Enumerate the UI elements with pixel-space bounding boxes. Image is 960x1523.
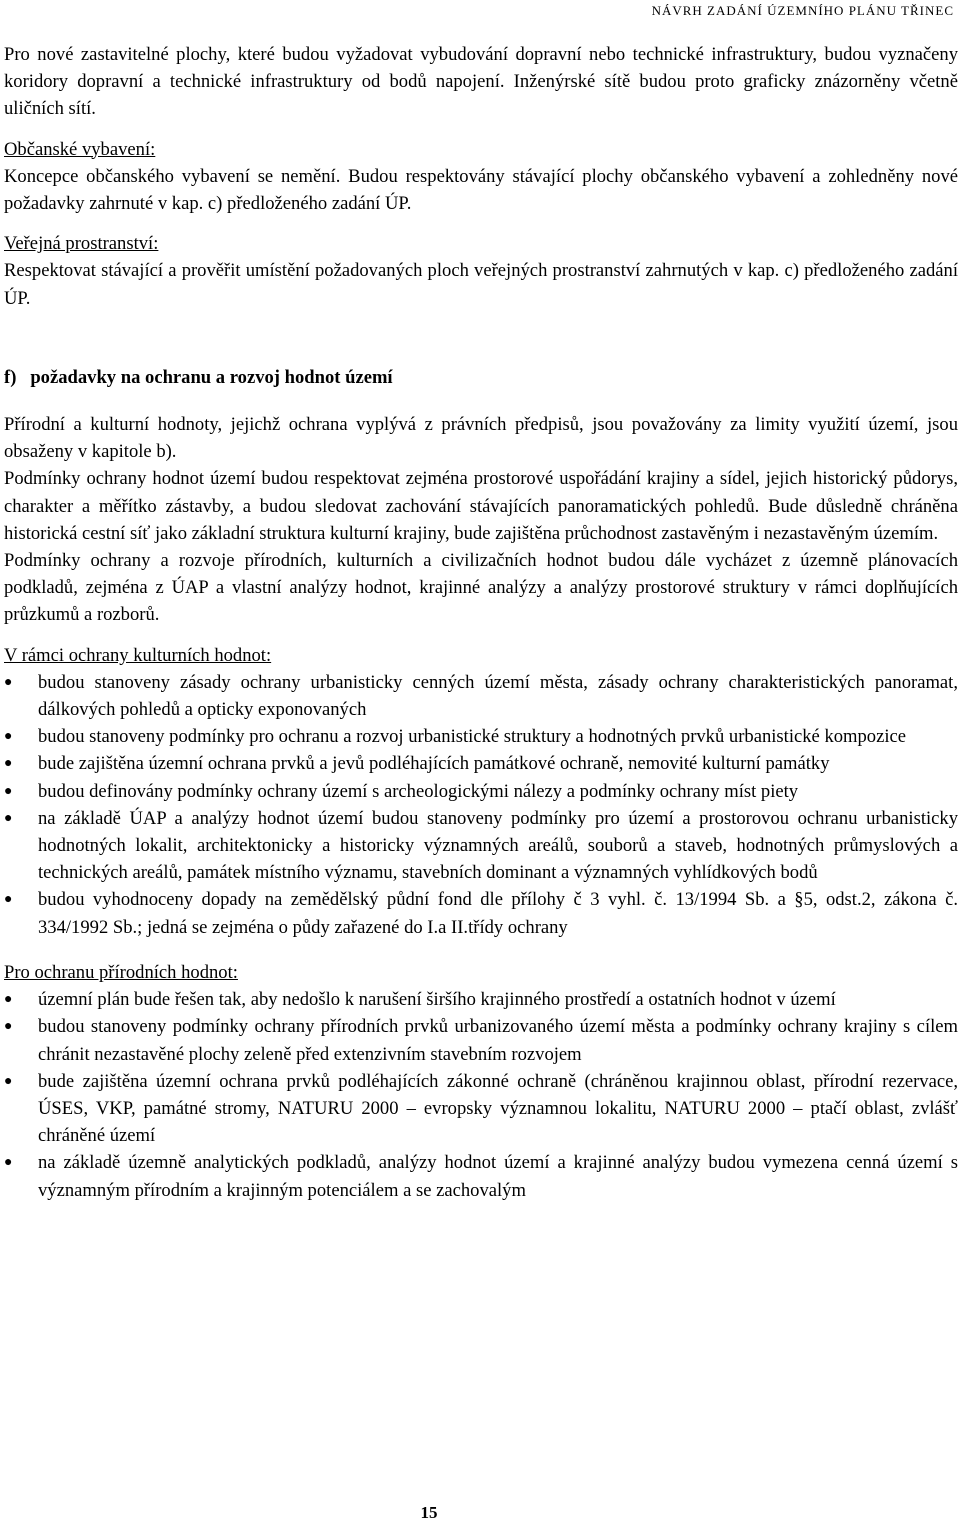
section-f-paragraph: Podmínky ochrany hodnot území budou respektovat zejména prostorové uspořádání krajiny a sídel, jejich historický půdorys, charakter a měřítko zástavby, a budou sledovat zachování stávajících panoramatických pohledů. Bude důsledně chráněna historická cestní síť jako základní struktura kulturní krajiny, bude zajištěna průchodnost zastavěným i nezastavěným územím. — [4, 468, 958, 544]
running-header: NÁVRH ZADÁNÍ ÚZEMNÍHO PLÁNU TŘINEC — [651, 3, 954, 18]
page-number: 15 — [420, 1503, 438, 1522]
list-item: ● bude zajištěna územní ochrana prvků a jevů podléhajících památkové ochraně, nemovité kulturní památky — [4, 750, 958, 777]
document-body — [4, 41, 958, 1204]
list-item: ● budou definovány podmínky ochrany území s archeologickými nálezy a podmínky ochrany míst piety — [4, 778, 958, 805]
cultural-list — [4, 669, 958, 941]
list-item: ● budou vyhodnoceny dopady na zemědělský půdní fond dle přílohy č 3 vyhl. č. 13/1994 Sb. a §5, odst.2, zákona č. 334/1992 Sb.; jedná se zejména o půdy zařazené do I.a II.třídy ochrany — [4, 886, 958, 940]
cultural-heading: V rámci ochrany kulturních hodnot: — [4, 644, 272, 666]
list-item: ● budou stanoveny podmínky ochrany přírodních prvků urbanizovaného území města a podmínky ochrany krajiny s cílem chránit nezastavěné plochy zeleně před extenzivním stavebním rozvojem — [4, 1013, 958, 1067]
list-item: ● budou stanoveny zásady ochrany urbanisticky cenných území města, zásady ochrany charakteristických panoramat, dálkových pohledů a opticky exponovaných — [4, 669, 958, 723]
civic-heading: Občanské vybavení: — [4, 138, 156, 160]
list-item: ● budou stanoveny podmínky pro ochranu a rozvoj urbanistické struktury a hodnotných prvků urbanistické kompozice — [4, 723, 958, 750]
list-item: ● bude zajištěna územní ochrana prvků podléhajících zákonné ochraně (chráněnou krajinnou oblast, přírodní rezervace, ÚSES, VKP, památné stromy, NATURU 2000 – evropsky významnou lokalitu, NATURU 2000 – ptačí oblast, zvlášť chráněné území — [4, 1068, 958, 1150]
public-space-text: Respektovat stávající a prověřit umístění požadovaných ploch veřejných prostranství zahrnutých v kap. c) předloženého zadání ÚP. — [4, 260, 958, 309]
public-space-heading: Veřejná prostranství: — [4, 233, 159, 255]
natural-list — [4, 986, 958, 1204]
civic-text: Koncepce občanského vybavení se nemění. Budou respektovány stávající plochy občanského vybavení a zohledněny nové požadavky zahrnuté v kap. c) předloženého zadání ÚP. — [4, 165, 958, 215]
list-item: ● na základě ÚAP a analýzy hodnot území budou stanoveny podmínky pro území a prostorovou ochranu urbanisticky hodnotných lokalit, architektonicky a historicky významných areálů, souborů a staveb, hodnotných průmyslových a technických areálů, památek místního významu, stavebních dominant a významných vyhlídkových bodů — [4, 805, 958, 887]
section-f-title: f) požadavky na ochranu a rozvoj hodnot území — [4, 366, 393, 388]
natural-heading: Pro ochranu přírodních hodnot: — [4, 961, 238, 983]
list-item: ● územní plán bude řešen tak, aby nedošlo k narušení širšího krajinného prostředí a ostatních hodnot v území — [4, 986, 958, 1013]
section-f-paragraph: Přírodní a kulturní hodnoty, jejichž ochrana vyplývá z právních předpisů, jsou považovány za limity využití území, jsou obsaženy v kapitole b). — [4, 414, 958, 463]
section-f-paragraph: Podmínky ochrany a rozvoje přírodních, kulturních a civilizačních hodnot budou dále vycházet z územně plánovacích podkladů, zejména z ÚAP a vlastní analýzy hodnot, krajinné analýzy a analýzy prostorové struktury v rámci doplňujících průzkumů a rozborů. — [4, 550, 958, 626]
list-item: ● na základě územně analytických podkladů, analýzy hodnot území a krajinné analýzy budou vymezena cenná území s významným přírodním a krajinným potenciálem a se zachovalým — [4, 1149, 958, 1203]
intro-paragraph: Pro nové zastavitelné plochy, které budou vyžadovat vybudování dopravní nebo technické infrastruktury, budou vyznačeny koridory dopravní a technické infrastruktury od bodů napojení. Inženýrské sítě budou proto graficky znázorněny včetně uličních sítí. — [4, 44, 958, 120]
